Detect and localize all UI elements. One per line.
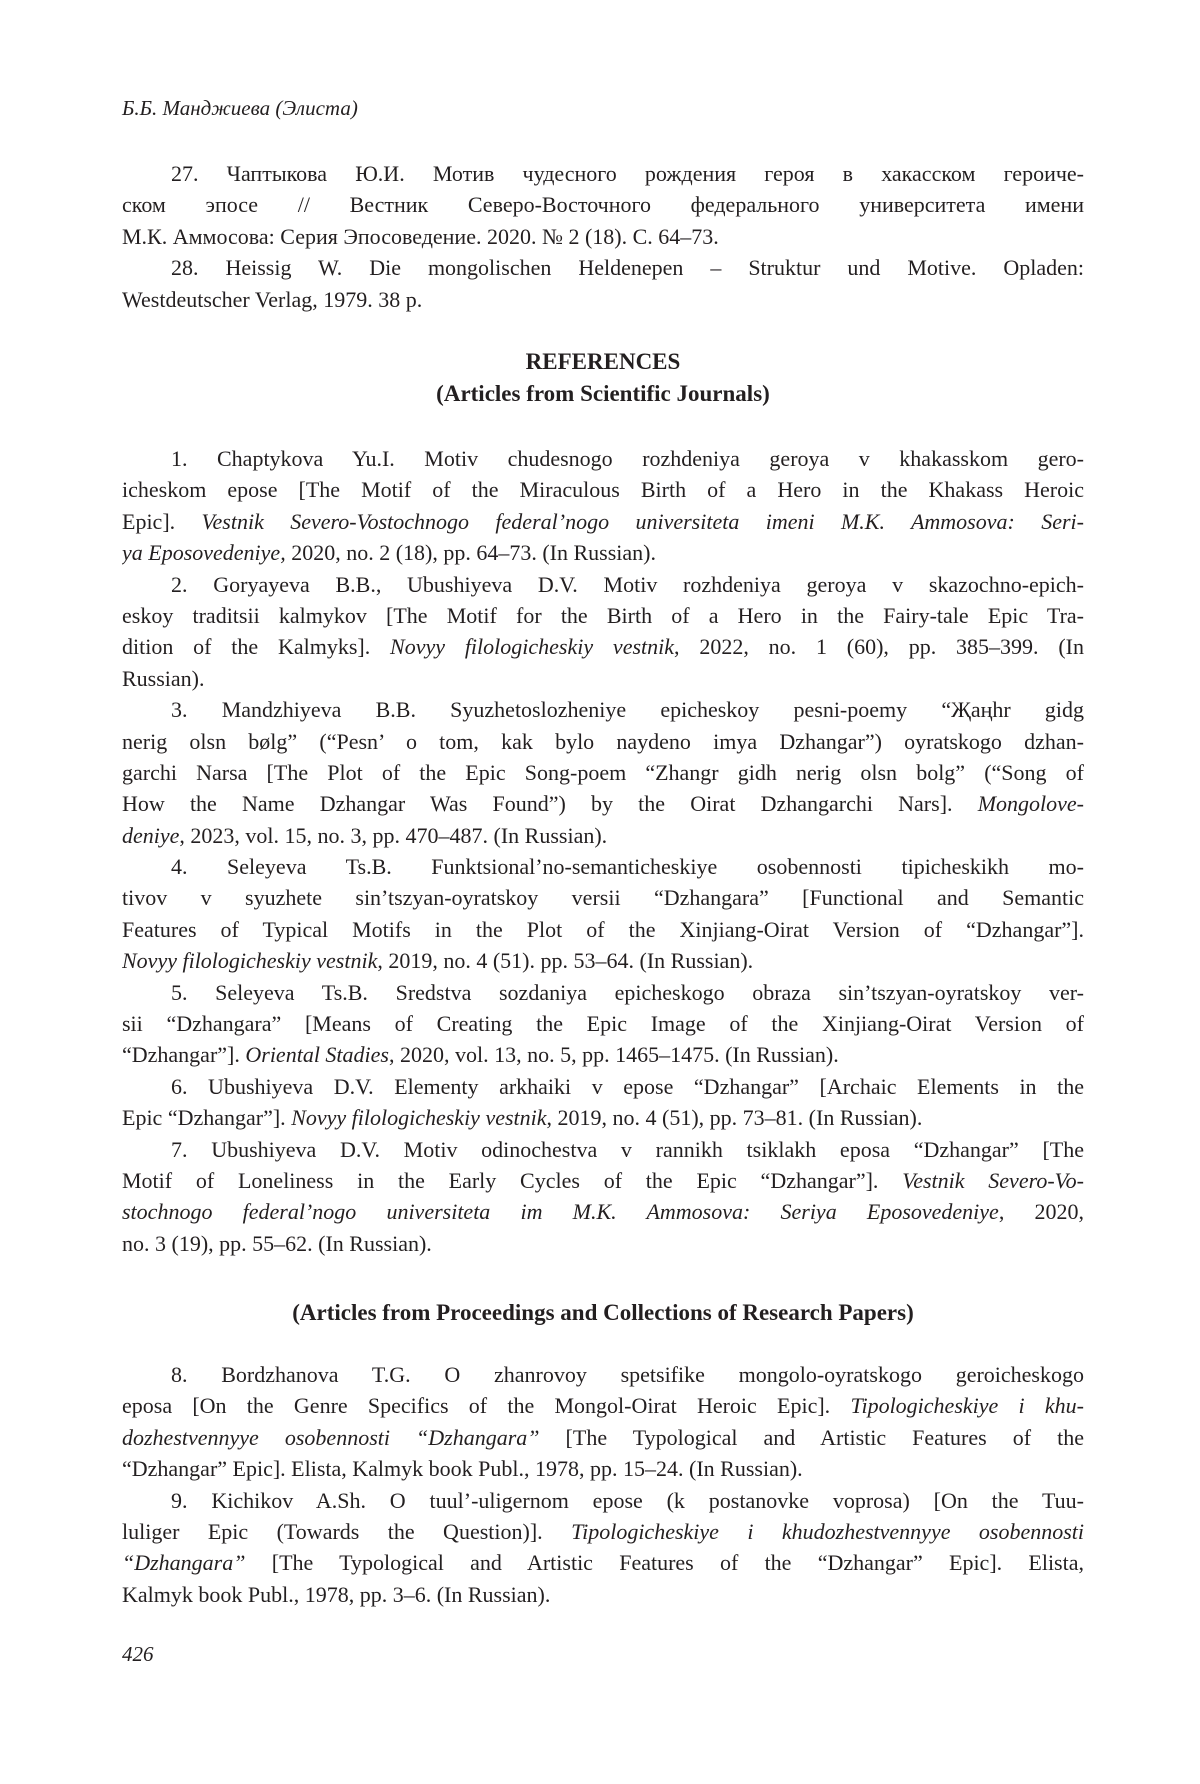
reference-text: Epic]. — [122, 509, 202, 534]
reference-line — [122, 1196, 1084, 1227]
reference-text: garchi Narsa [The Plot of the Epic Song-poem “Zhangr gidh nerig olsn bolg” (“Song of — [122, 760, 1084, 785]
reference-text: , 2019, no. 4 (51). pp. 53–64. (In Russian). — [377, 948, 753, 973]
reference-line — [122, 506, 1084, 537]
reference-text: 8. Bordzhanova T.G. O zhanrovoy spetsifike mongolo-oyratskogo geroicheskogo — [171, 1362, 1084, 1387]
reference-italic-text: Tipologicheskiye i khu- — [850, 1393, 1084, 1418]
reference-text: Russian). — [122, 666, 205, 691]
reference-entry — [122, 569, 1084, 695]
reference-text: “Dzhangar” Epic]. Elista, Kalmyk book Publ., 1978, pp. 15–24. (In Russian). — [122, 1456, 803, 1481]
reference-line — [122, 158, 1084, 189]
reference-text: icheskom epose [The Motif of the Miraculous Birth of a Hero in the Khakass Heroic — [122, 477, 1084, 502]
reference-entry — [122, 694, 1084, 851]
reference-italic-text: deniye — [122, 823, 179, 848]
russian-reference-list — [122, 158, 1084, 315]
reference-line — [122, 851, 1084, 882]
reference-text: nerig olsn bølg” (“Pesn’ o tom, kak bylo naydeno imya Dzhangar”) oyratskogo dzhan- — [122, 729, 1084, 754]
reference-text: 1. Chaptykova Yu.I. Motiv chudesnogo rozhdeniya geroya v khakasskom gero- — [171, 446, 1084, 471]
reference-italic-text: dozhestvennyye osobennosti “Dzhangara” — [122, 1425, 540, 1450]
reference-entry — [122, 1071, 1084, 1134]
reference-italic-text: stochnogo federal’nogo universiteta im M.K. Ammosova: Seriya Eposovedeniye — [122, 1199, 999, 1224]
reference-line — [122, 694, 1084, 725]
reference-italic-text: “Dzhangara” — [122, 1550, 245, 1575]
reference-text: 5. Seleyeva Ts.B. Sredstva sozdaniya epicheskogo obraza sin’tszyan-oyratskoy ver- — [171, 980, 1084, 1005]
section-heading-proceedings: (Articles from Proceedings and Collections of Research Papers) — [122, 1297, 1084, 1329]
reference-text: , 2020, vol. 13, no. 5, pp. 1465–1475. (In Russian). — [389, 1042, 839, 1067]
reference-text: , 2019, no. 4 (51), pp. 73–81. (In Russian). — [547, 1105, 923, 1130]
reference-text: tivov v syuzhete sin’tszyan-oyratskoy versii “Dzhangara” [Functional and Semantic — [122, 885, 1084, 910]
reference-text: 2. Goryayeva B.B., Ubushiyeva D.V. Motiv rozhdeniya geroya v skazochno-epich- — [171, 572, 1084, 597]
reference-line — [122, 443, 1084, 474]
reference-text: 27. Чаптыкова Ю.И. Мотив чудесного рождения героя в хакасском героиче- — [171, 161, 1084, 186]
reference-line — [122, 284, 1084, 315]
reference-text: eposa [On the Genre Specifics of the Mongol-Oirat Heroic Epic]. — [122, 1393, 850, 1418]
reference-text: 9. Kichikov A.Sh. O tuul’-uligernom epose (k postanovke voprosa) [On the Tuu- — [171, 1488, 1084, 1513]
reference-text: Motif of Loneliness in the Early Cycles of the Epic “Dzhangar”]. — [122, 1168, 902, 1193]
reference-line — [122, 631, 1084, 662]
reference-text: luliger Epic (Towards the Question)]. — [122, 1519, 571, 1544]
reference-text: М.К. Аммосова: Серия Эпосоведение. 2020. № 2 (18). С. 64–73. — [122, 224, 719, 249]
reference-line — [122, 1453, 1084, 1484]
reference-line — [122, 1422, 1084, 1453]
reference-line — [122, 474, 1084, 505]
reference-line — [122, 1390, 1084, 1421]
reference-line — [122, 1485, 1084, 1516]
page-number: 426 — [122, 1642, 154, 1667]
running-head: Б.Б. Манджиева (Элиста) — [122, 96, 358, 121]
reference-line — [122, 914, 1084, 945]
journal-reference-list — [122, 443, 1084, 1259]
reference-text: eskoy traditsii kalmykov [The Motif for the Birth of a Hero in the Fairy-tale Epic Tra- — [122, 603, 1084, 628]
reference-text: Westdeutscher Verlag, 1979. 38 p. — [122, 287, 422, 312]
reference-italic-text: ya Eposovedeniye, — [122, 540, 286, 565]
reference-text: , 2020, — [999, 1199, 1084, 1224]
reference-entry — [122, 977, 1084, 1071]
reference-text: Features of Typical Motifs in the Plot of the Xinjiang-Oirat Version of “Dzhangar”]. — [122, 917, 1084, 942]
reference-text: dition of the Kalmyks]. — [122, 634, 390, 659]
reference-entry — [122, 1359, 1084, 1485]
reference-text: no. 3 (19), pp. 55–62. (In Russian). — [122, 1231, 432, 1256]
reference-text: 2020, no. 2 (18), pp. 64–73. (In Russian). — [286, 540, 656, 565]
reference-entry — [122, 158, 1084, 252]
reference-italic-text: Novyy filologicheskiy vestnik — [390, 634, 674, 659]
reference-text: How the Name Dzhangar Was Found”) by the Oirat Dzhangarchi Nars]. — [122, 791, 978, 816]
reference-line — [122, 1071, 1084, 1102]
reference-entry — [122, 1134, 1084, 1260]
reference-line — [122, 537, 1084, 568]
reference-text: 3. Mandzhiyeva B.B. Syuzhetoslozheniye epicheskoy pesni-poemy “Җаңһr gidg — [171, 697, 1084, 722]
reference-italic-text: Tipologicheskiye i khudozhestvennyye osobennosti — [571, 1519, 1084, 1544]
reference-line — [122, 569, 1084, 600]
reference-line — [122, 1547, 1084, 1578]
reference-italic-text: Oriental Stadies — [245, 1042, 389, 1067]
reference-italic-text: Vestnik Severo-Vo- — [902, 1168, 1084, 1193]
reference-line — [122, 1165, 1084, 1196]
reference-text: , 2023, vol. 15, no. 3, pp. 470–487. (In Russian). — [179, 823, 607, 848]
reference-entry — [122, 1485, 1084, 1611]
reference-text: 28. Heissig W. Die mongolischen Heldenepen – Struktur und Motive. Opladen: — [171, 255, 1084, 280]
reference-line — [122, 726, 1084, 757]
reference-line — [122, 945, 1084, 976]
reference-text: Epic “Dzhangar”]. — [122, 1105, 291, 1130]
reference-text: 4. Seleyeva Ts.B. Funktsional’no-semanticheskiye osobennosti tipicheskikh mo- — [171, 854, 1084, 879]
reference-line — [122, 189, 1084, 220]
reference-line — [122, 252, 1084, 283]
reference-entry — [122, 443, 1084, 569]
reference-text: sii “Dzhangara” [Means of Creating the Epic Image of the Xinjiang-Oirat Version of — [122, 1011, 1084, 1036]
reference-text: [The Typological and Artistic Features of the — [540, 1425, 1084, 1450]
references-heading: REFERENCES — [122, 346, 1084, 378]
reference-text: 7. Ubushiyeva D.V. Motiv odinochestva v rannikh tsiklakh eposa “Dzhangar” [The — [171, 1137, 1084, 1162]
reference-line — [122, 820, 1084, 851]
reference-italic-text: Vestnik Severo-Vostochnogo federal’nogo universiteta imeni M.K. Ammosova: Seri- — [202, 509, 1084, 534]
reference-line — [122, 1228, 1084, 1259]
reference-line — [122, 1134, 1084, 1165]
reference-italic-text: Novyy filologicheskiy vestnik — [122, 948, 377, 973]
reference-line — [122, 1359, 1084, 1390]
reference-line — [122, 757, 1084, 788]
reference-text: ском эпосе // Вестник Северо-Восточного федерального университета имени — [122, 192, 1084, 217]
proceedings-reference-list — [122, 1359, 1084, 1610]
reference-line — [122, 600, 1084, 631]
reference-line — [122, 1039, 1084, 1070]
reference-entry — [122, 851, 1084, 977]
section-heading-journals: (Articles from Scientific Journals) — [122, 378, 1084, 410]
reference-line — [122, 1008, 1084, 1039]
reference-italic-text: Novyy filologicheskiy vestnik — [291, 1105, 546, 1130]
reference-entry — [122, 252, 1084, 315]
reference-line — [122, 788, 1084, 819]
reference-text: Kalmyk book Publ., 1978, pp. 3–6. (In Russian). — [122, 1582, 550, 1607]
reference-line — [122, 882, 1084, 913]
reference-italic-text: Mongolove- — [978, 791, 1084, 816]
reference-line — [122, 1516, 1084, 1547]
reference-line — [122, 1579, 1084, 1610]
reference-line — [122, 663, 1084, 694]
reference-text: , 2022, no. 1 (60), pp. 385–399. (In — [674, 634, 1084, 659]
reference-line — [122, 1102, 1084, 1133]
reference-text: 6. Ubushiyeva D.V. Elementy arkhaiki v epose “Dzhangar” [Archaic Elements in the — [171, 1074, 1084, 1099]
reference-line — [122, 977, 1084, 1008]
reference-line — [122, 221, 1084, 252]
reference-text: [The Typological and Artistic Features of the “Dzhangar” Epic]. Elista, — [245, 1550, 1084, 1575]
reference-text: “Dzhangar”]. — [122, 1042, 245, 1067]
